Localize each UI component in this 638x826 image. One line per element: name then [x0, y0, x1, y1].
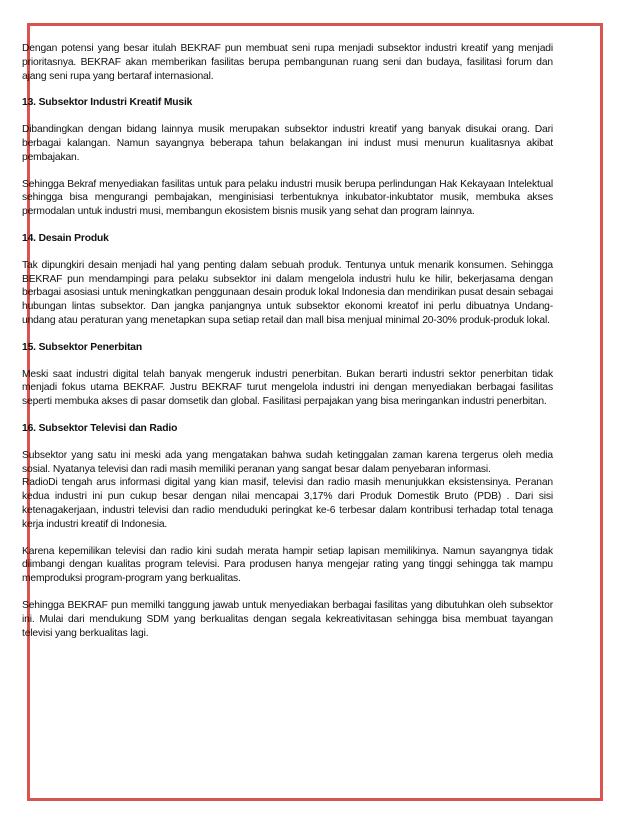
intro-paragraph: Dengan potensi yang besar itulah BEKRAF pun membuat seni rupa menjadi subsektor industri kreatif yang menjadi prioritasnya. BEKRAF akan memberikan fasilitas berupa pembangunan ruang seni dan budaya, fasilitasi forum dan ajang seni rupa yang bertaraf internasional.: [22, 43, 553, 82]
section-heading-desain-produk: 14. Desain Produk: [22, 232, 109, 244]
paragraph: Sehingga BEKRAF pun memilki tanggung jawab untuk menyediakan berbagai fasilitas yang dibutuhkan oleh subsektor ini. Mulai dari mendukung SDM yang berkualitas dengan segala kekreativitasan sehingga bisa membuat tayangan televisi yang berkualitas lagi.: [22, 599, 553, 639]
paragraph: Karena kepemilikan televisi dan radio kini sudah merata hampir setiap lapisan memilikinya. Namun sayangnya tidak diimbangi dengan kualitas program televisi. Para produsen hanya mengejar rating yang tinggi sehingga tak mampu memproduksi program-program yang berkualitas.: [22, 545, 553, 585]
paragraph: Sehingga Bekraf menyediakan fasilitas untuk para pelaku industri musik berupa perlindungan Hak Kekayaan Intelektual sehingga bisa mengurangi pembajakan, menginisiasi terbentuknya inkubator-inkubtator musik, membuka akses permodalan untuk industri musi, membangun ekosistem bisnis musik yang sehat dan program lainnya.: [22, 178, 553, 218]
document-body: [22, 42, 553, 653]
section-heading-televisi-radio: 16. Subsektor Televisi dan Radio: [22, 422, 178, 434]
paragraph: Dibandingkan dengan bidang lainnya musik merupakan subsektor industri kreatif yang banyak disukai orang. Dari berbagai kalangan. Namun sayangnya beberapa tahun belakangan ini indust musi menurun kualitasnya akibat pembajakan.: [22, 124, 553, 163]
paragraph: Meski saat industri digital telah banyak mengeruk industri penerbitan. Bukan berarti industri sektor penerbitan tidak menjadi fokus utama BEKRAF. Justru BEKRAF turut mengelola industri ini dengan menyediakan berbagai fasilitas seperti membuka akses di pasar domsetik dan global. Fasilitasi perpajakan yang bisa meringankan industri penerbitan.: [22, 368, 553, 408]
paragraph: Subsektor yang satu ini meski ada yang mengatakan bahwa sudah ketinggalan zaman karena tergerus oleh media sosial. Nyatanya televisi dan radi masih memiliki peranan yang sangat besar dalam penyebaran informasi.: [22, 449, 553, 475]
paragraph: Tak dipungkiri desain menjadi hal yang penting dalam sebuah produk. Tentunya untuk menarik konsumen. Sehingga BEKRAF pun mendampingi para pelaku subsektor ini dalam mengelola industri hulu ke hilir, bekerjasama dengan berbagai asosiasi untuk meningkatkan penggunaan desain produk lokal Indonesia dan mendirikan pusat desain sebagai hubungan lintas subsektor. Dan jangka panjangnya untuk subsektor ekonomi kreatof ini perlu dibuatnya Undang-undang atau peraturan yang menetapkan supa setiap retail dan mall bisa menjual minimal 20-30% produk-produk lokal.: [22, 259, 553, 326]
paragraph: RadioDi tengah arus informasi digital yang kian masif, televisi dan radio masih menunjukkan eksistensinya. Peranan kedua industri ini pun cukup besar dengan nilai mencapai 3,17% dari Produk Domestik Bruto (PDB) . Dari sisi ketenagakerjaan, industri televisi dan radio menduduki peringkat ke-6 terbesar dalam kontribusi terhadap total tenaga kerja industri kreatif di Indonesia.: [22, 477, 553, 530]
section-heading-penerbitan: 15. Subsektor Penerbitan: [22, 341, 143, 353]
section-heading-musik: 13. Subsektor Industri Kreatif Musik: [22, 97, 193, 109]
